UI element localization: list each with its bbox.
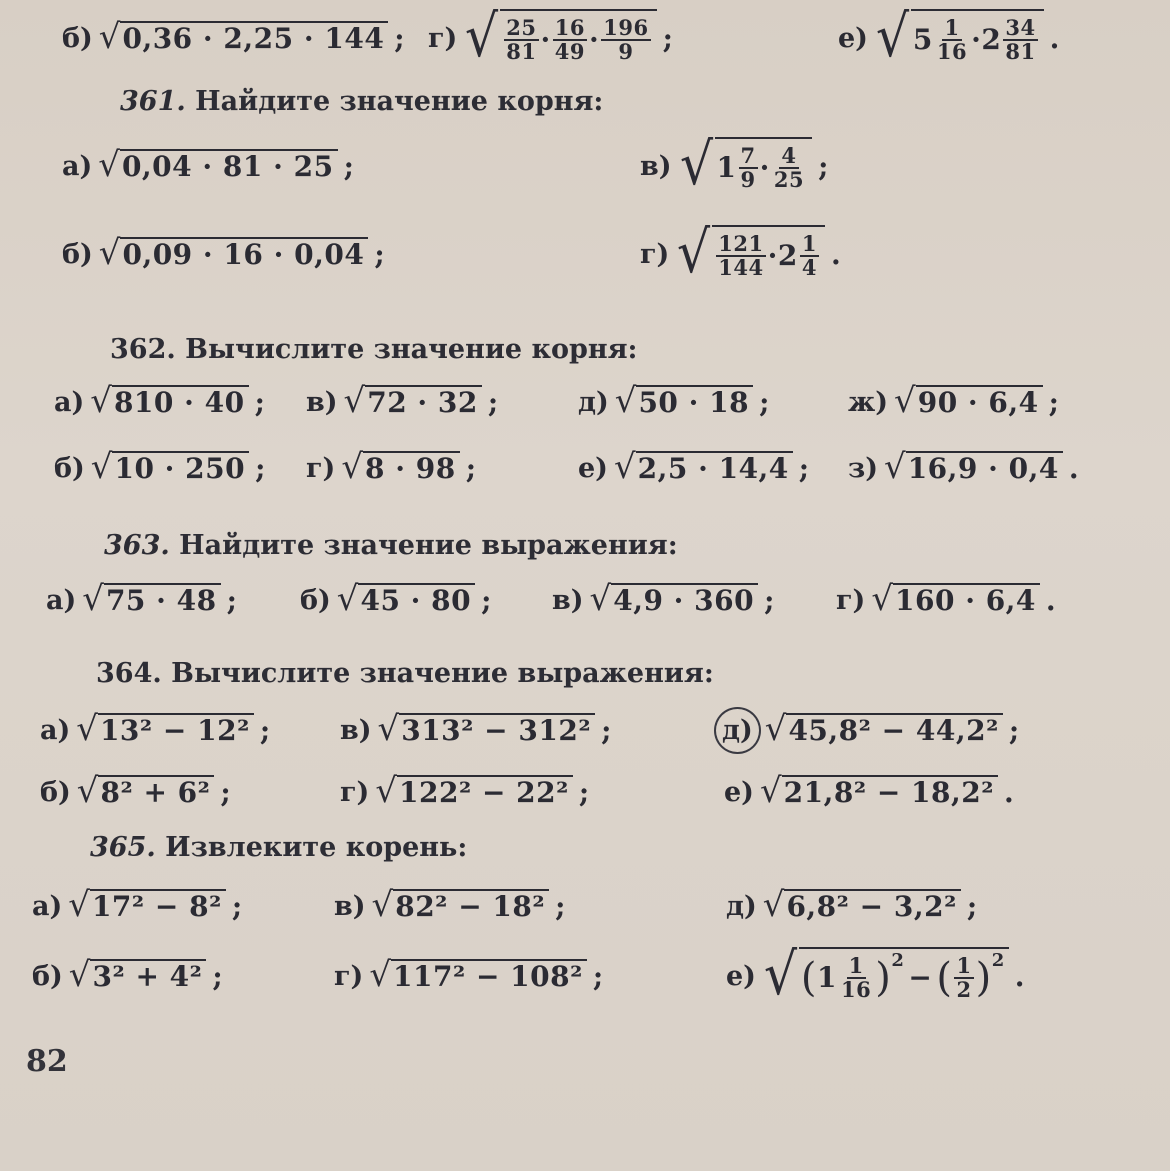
radicand: 45,8² − 44,2² xyxy=(786,713,1002,747)
ex364-item: а) √ 13² − 12² ; xyxy=(40,708,271,749)
ex363-item: в) √ 4,9 · 360 ; xyxy=(552,578,775,619)
radicand: 17² − 8² xyxy=(90,889,226,923)
radical xyxy=(369,954,587,995)
radical xyxy=(76,770,215,811)
ex364-item-circled: д) √ 45,8² − 44,2² ; xyxy=(714,700,1019,760)
radical xyxy=(343,380,482,421)
ex363-item: г) √ 160 · 6,4 . xyxy=(836,578,1056,619)
radicand: 0,09 · 16 · 0,04 xyxy=(120,237,368,271)
sqrt-icon: √ xyxy=(679,130,713,198)
ex364-row-1 xyxy=(0,700,1170,760)
ex365-item: в) √ 82² − 18² ; xyxy=(334,884,566,925)
sqrt-icon: √ xyxy=(589,578,612,619)
ex362-item: д) √ 50 · 18 ; xyxy=(578,380,770,421)
radicand: 8 · 98 xyxy=(363,451,460,485)
radical xyxy=(98,144,337,185)
sqrt-icon: √ xyxy=(614,380,637,421)
punctuation: ; xyxy=(818,149,829,183)
ex362-row-2 xyxy=(0,438,1170,498)
radicand: 16,9 · 0,4 xyxy=(906,451,1063,485)
fraction: $\frac{34}{81}$ xyxy=(1005,14,1036,64)
sqrt-icon: √ xyxy=(98,232,121,273)
sqrt-icon: √ xyxy=(90,380,112,421)
ex361-item-v xyxy=(640,130,829,198)
item-label: г) xyxy=(428,22,458,54)
punctuation: ; xyxy=(394,21,405,55)
fraction: $\frac{7}{9}$ xyxy=(740,142,756,192)
radical xyxy=(884,446,1063,487)
radicand: 10 · 250 xyxy=(112,451,249,485)
fraction: $\frac{4}{25}$ xyxy=(773,142,805,192)
ex365-row-1 xyxy=(0,876,1170,936)
ex361-row-1 xyxy=(0,130,1170,198)
punctuation: ; xyxy=(374,237,385,271)
exercise-title: Вычислите значение выражения: xyxy=(171,658,714,689)
exercise-number: 361. xyxy=(120,86,186,117)
sqrt-icon: √ xyxy=(76,770,99,811)
radicand: 75 · 48 xyxy=(104,583,221,617)
cont-item-g xyxy=(428,2,673,70)
sqrt-icon: √ xyxy=(763,940,798,1008)
radicand: 8² + 6² xyxy=(98,775,214,809)
radicand: 6,8² − 3,2² xyxy=(784,889,960,923)
item-label: б) xyxy=(62,22,93,54)
radical xyxy=(762,884,961,925)
sqrt-icon: √ xyxy=(98,144,120,185)
exercise-number: 363. xyxy=(104,530,170,561)
ex362-item: а) √ 810 · 40 ; xyxy=(54,380,265,421)
item-label: в) xyxy=(640,150,672,182)
ex365-item-e: е) √ ( 1 $\frac{1}{16}$ ) $^2$ − ( $\frac{1}{2}$ ) $^2$ . xyxy=(726,940,1025,1008)
ex362-item: е) √ 2,5 · 14,4 ; xyxy=(578,446,810,487)
ex361-row-2 xyxy=(0,218,1170,286)
radical xyxy=(764,708,1003,749)
sqrt-icon: √ xyxy=(369,954,391,995)
exercise-title: Найдите значение выражения: xyxy=(179,530,678,561)
fraction: $\frac{1}{4}$ xyxy=(801,230,817,280)
radical xyxy=(371,884,550,925)
ex365-row-2 xyxy=(0,940,1170,1008)
radicand: 1 $\frac{7}{9}$ · $\frac{4}{25}$ xyxy=(715,137,813,195)
sqrt-icon: √ xyxy=(613,446,636,487)
sqrt-icon: √ xyxy=(871,578,893,619)
fraction: $\frac{1}{16}$ xyxy=(841,952,872,1002)
exercise-number: 365. xyxy=(90,832,156,863)
exercise-362-heading xyxy=(110,334,638,365)
radicand: $\frac{121}{144}$ · 2 $\frac{1}{4}$ xyxy=(712,225,825,283)
radical xyxy=(762,940,1009,1008)
sqrt-icon: √ xyxy=(759,770,782,811)
punctuation: ; xyxy=(343,149,354,183)
radicand: 3² + 4² xyxy=(90,959,206,993)
punctuation: ; xyxy=(662,21,673,55)
radicand: $\frac{25}{81}$ · $\frac{16}{49}$ · $\frac{196}{9}$ xyxy=(500,9,656,67)
ex365-item: б) √ 3² + 4² ; xyxy=(32,954,223,995)
sqrt-icon: √ xyxy=(875,2,910,70)
radical xyxy=(614,380,753,421)
radical xyxy=(463,2,656,70)
sqrt-icon: √ xyxy=(98,16,121,57)
ex365-item: а) √ 17² − 8² ; xyxy=(32,884,243,925)
radical xyxy=(871,578,1040,619)
ex363-item: б) √ 45 · 80 ; xyxy=(300,578,492,619)
sqrt-icon: √ xyxy=(343,380,366,421)
cont-item-b xyxy=(62,8,405,68)
radicand: 13² − 12² xyxy=(98,713,254,747)
cont-item-e xyxy=(838,2,1060,70)
item-label: г) xyxy=(640,238,670,270)
radicand: 50 · 18 xyxy=(636,385,753,419)
item-label: а) xyxy=(62,150,93,182)
exercise-number: 362. xyxy=(110,334,176,365)
sqrt-icon: √ xyxy=(76,708,98,749)
radicand: 810 · 40 xyxy=(112,385,249,419)
sqrt-icon: √ xyxy=(341,446,363,487)
radicand: 2,5 · 14,4 xyxy=(636,451,793,485)
ex364-row-2 xyxy=(0,762,1170,822)
exercise-363-heading xyxy=(104,530,678,561)
continuation-row xyxy=(0,2,1170,70)
radicand: 160 · 6,4 xyxy=(893,583,1040,617)
item-label: б) xyxy=(62,238,93,270)
ex361-item-b xyxy=(62,224,385,284)
ex362-item: ж) √ 90 · 6,4 ; xyxy=(848,380,1059,421)
sqrt-icon: √ xyxy=(894,380,916,421)
ex362-item: в) √ 72 · 32 ; xyxy=(306,380,499,421)
item-label: е) xyxy=(838,22,868,54)
radicand: 117² − 108² xyxy=(391,959,587,993)
radical xyxy=(341,446,459,487)
ex362-item: з) √ 16,9 · 0,4 . xyxy=(848,446,1079,487)
ex364-item: г) √ 122² − 22² ; xyxy=(340,770,590,811)
sqrt-icon: √ xyxy=(82,578,104,619)
fraction: $\frac{16}{49}$ xyxy=(554,14,586,64)
punctuation: . xyxy=(831,237,841,271)
radical xyxy=(98,232,369,273)
exercise-361-heading xyxy=(120,86,603,117)
radical xyxy=(589,578,759,619)
sqrt-icon: √ xyxy=(375,770,397,811)
ex361-item-a xyxy=(62,136,354,196)
ex364-item: е) √ 21,8² − 18,2² . xyxy=(724,770,1014,811)
page-number: 82 xyxy=(26,1044,68,1079)
radicand: 313² − 312² xyxy=(399,713,595,747)
radical xyxy=(894,380,1043,421)
circled-label: д) xyxy=(714,707,761,754)
radical xyxy=(68,954,207,995)
ex363-item: а) √ 75 · 48 ; xyxy=(46,578,237,619)
sqrt-icon: √ xyxy=(677,218,711,286)
sqrt-icon: √ xyxy=(762,884,785,925)
exercise-365-heading xyxy=(90,832,467,863)
fraction: $\frac{1}{16}$ xyxy=(936,14,968,64)
ex361-item-g xyxy=(640,218,841,286)
sqrt-icon: √ xyxy=(336,578,359,619)
radical xyxy=(675,218,825,286)
fraction: $\frac{1}{2}$ xyxy=(956,952,972,1002)
ex362-item: б) √ 10 · 250 ; xyxy=(54,446,266,487)
sqrt-icon: √ xyxy=(90,446,113,487)
radicand: 0,04 · 81 · 25 xyxy=(120,149,338,183)
radicand: ( 1 $\frac{1}{16}$ ) $^2$ − ( $\frac{1}{2}$ ) $^2$ xyxy=(799,947,1009,1005)
ex365-item: г) √ 117² − 108² ; xyxy=(334,954,604,995)
exercise-364-heading xyxy=(96,658,714,689)
radical xyxy=(98,16,389,57)
sqrt-icon: √ xyxy=(68,884,90,925)
ex364-item: в) √ 313² − 312² ; xyxy=(340,708,612,749)
radicand: 5 $\frac{1}{16}$ · 2 $\frac{34}{81}$ xyxy=(911,9,1044,67)
radicand: 21,8² − 18,2² xyxy=(782,775,998,809)
exercise-title: Вычислите значение корня: xyxy=(185,334,638,365)
fraction: $\frac{25}{81}$ xyxy=(506,14,537,64)
radical xyxy=(377,708,596,749)
exercise-number: 364. xyxy=(96,658,162,689)
ex364-item: б) √ 8² + 6² ; xyxy=(40,770,231,811)
radical xyxy=(90,446,249,487)
radicand: 122² − 22² xyxy=(397,775,573,809)
ex365-item: д) √ 6,8² − 3,2² ; xyxy=(726,884,978,925)
sqrt-icon: √ xyxy=(465,2,499,70)
ex362-item: г) √ 8 · 98 ; xyxy=(306,446,477,487)
punctuation: . xyxy=(1049,21,1060,55)
radicand: 0,36 · 2,25 · 144 xyxy=(120,21,388,55)
radical xyxy=(874,2,1044,70)
radical xyxy=(613,446,793,487)
radicand: 4,9 · 360 xyxy=(611,583,758,617)
radical xyxy=(76,708,254,749)
fraction: $\frac{121}{144}$ xyxy=(718,230,764,280)
radicand: 82² − 18² xyxy=(393,889,549,923)
ex363-row xyxy=(0,570,1170,630)
radical xyxy=(336,578,475,619)
radical xyxy=(678,130,813,198)
ex362-row-1 xyxy=(0,372,1170,432)
sqrt-icon: √ xyxy=(884,446,906,487)
radical xyxy=(68,884,226,925)
sqrt-icon: √ xyxy=(371,884,394,925)
radical xyxy=(90,380,248,421)
sqrt-icon: √ xyxy=(68,954,91,995)
exercise-title: Извлеките корень: xyxy=(165,832,468,863)
fraction: $\frac{196}{9}$ xyxy=(603,14,649,64)
radical xyxy=(759,770,998,811)
sqrt-icon: √ xyxy=(764,708,787,749)
radical xyxy=(82,578,220,619)
radicand: 45 · 80 xyxy=(358,583,475,617)
exercise-title: Найдите значение корня: xyxy=(195,86,604,117)
radical xyxy=(375,770,573,811)
sqrt-icon: √ xyxy=(377,708,400,749)
radicand: 90 · 6,4 xyxy=(916,385,1043,419)
radicand: 72 · 32 xyxy=(365,385,482,419)
